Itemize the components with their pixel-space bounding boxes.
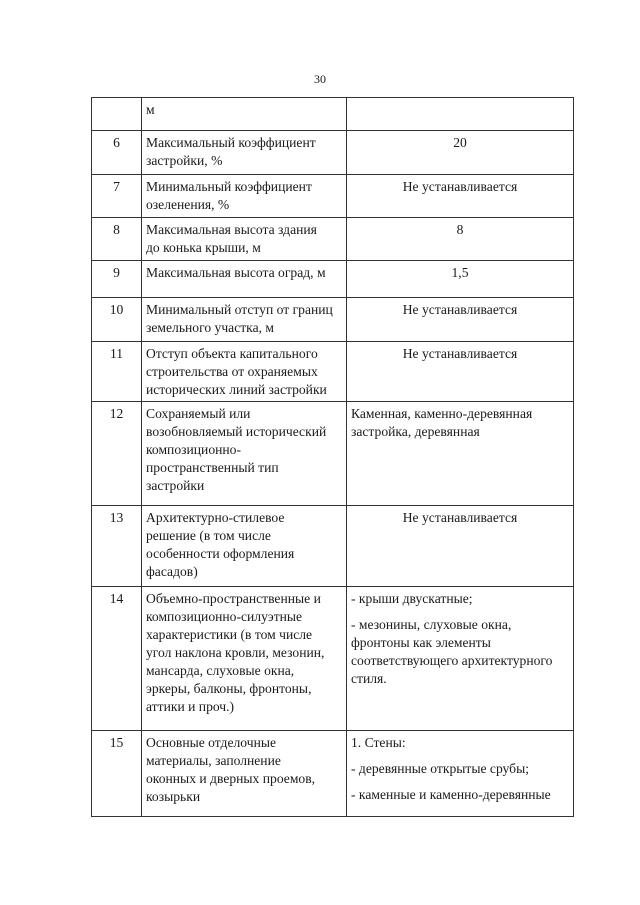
table-body — [92, 98, 574, 817]
value-text-line: - крыши двускатные; — [351, 591, 473, 606]
row-number: 12 — [109, 406, 124, 421]
parameter-text-line: решение (в том числе — [146, 528, 271, 543]
page-number: 30 — [314, 72, 326, 86]
parameter-text-line: застройки, % — [146, 153, 223, 168]
parameter-text-line: Максимальная высота здания — [146, 222, 317, 237]
value-cell — [347, 342, 574, 402]
row-number-cell — [92, 218, 142, 261]
row-number-cell — [92, 261, 142, 298]
value-cell — [347, 298, 574, 342]
value-text-line: Не устанавливается — [402, 302, 518, 317]
value-text-line: 20 — [453, 135, 467, 150]
value-text-line: фронтоны как элементы — [351, 635, 491, 650]
parameter-text-line: м — [146, 102, 155, 117]
parameter-text-line: возобновляемый исторический — [146, 424, 327, 439]
row-number-cell — [92, 342, 142, 402]
row-number: 11 — [109, 346, 124, 361]
parameter-cell — [142, 261, 347, 298]
parameter-text-line: характеристики (в том числе — [146, 627, 313, 642]
value-text-line: - каменные и каменно-деревянные — [351, 787, 551, 802]
parameter-text-line: Архитектурно-стилевое — [146, 510, 285, 525]
row-number-cell — [92, 402, 142, 506]
value-text-line: 1. Стены: — [351, 735, 406, 750]
row-number: 15 — [109, 735, 124, 750]
parameter-cell — [142, 131, 347, 175]
row-number: 10 — [109, 302, 124, 317]
value-cell — [347, 261, 574, 298]
parameter-text-line: Максимальная высота оград, м — [146, 265, 326, 280]
parameter-text-line: Объемно-пространственные и — [146, 591, 321, 606]
parameter-cell — [142, 175, 347, 218]
parameter-text-line: Основные отделочные — [146, 735, 277, 750]
parameter-cell — [142, 731, 347, 817]
parameter-text-line: аттики и проч.) — [146, 699, 235, 714]
parameter-cell — [142, 218, 347, 261]
table-row — [92, 218, 574, 261]
parameter-cell — [142, 98, 347, 131]
parameter-text-line: композиционно-силуэтные — [146, 609, 303, 624]
value-cell — [347, 175, 574, 218]
parameter-text-line: застройки — [146, 478, 205, 493]
value-cell — [347, 131, 574, 175]
parameter-text-line: фасадов) — [146, 564, 198, 579]
parameter-cell — [142, 342, 347, 402]
row-number: 13 — [109, 510, 124, 525]
parameter-text-line: Сохраняемый или — [146, 406, 251, 421]
value-cell — [347, 731, 574, 817]
regulations-table — [91, 97, 574, 817]
parameter-cell — [142, 587, 347, 731]
value-text-line: Не устанавливается — [402, 510, 518, 525]
parameter-cell — [142, 506, 347, 587]
parameter-cell — [142, 298, 347, 342]
value-cell — [347, 506, 574, 587]
parameter-text-line: материалы, заполнение — [146, 753, 281, 768]
row-number: 8 — [113, 222, 120, 237]
table-row — [92, 506, 574, 587]
value-cell — [347, 98, 574, 131]
parameter-text-line: оконных и дверных проемов, — [146, 771, 316, 786]
row-number-cell — [92, 131, 142, 175]
parameter-text-line: Минимальный коэффициент — [146, 179, 312, 194]
parameter-text-line: земельного участка, м — [146, 320, 274, 335]
value-text-line: 1,5 — [451, 265, 469, 280]
row-number: 6 — [113, 135, 120, 150]
value-cell — [347, 218, 574, 261]
parameter-text-line: мансарда, слуховые окна, — [146, 663, 295, 678]
parameter-text-line: козырьки — [146, 789, 201, 804]
table-row — [92, 731, 574, 817]
table-row — [92, 261, 574, 298]
parameter-text-line: эркеры, балконы, фронтоны, — [146, 681, 312, 696]
value-text-line: стиля. — [351, 671, 387, 686]
parameter-text-line: композиционно- — [146, 442, 241, 457]
parameter-text-line: Максимальный коэффициент — [146, 135, 316, 150]
parameter-text-line: исторических линий застройки — [146, 382, 327, 397]
parameter-text-line: особенности оформления — [146, 546, 295, 561]
table-row — [92, 402, 574, 506]
value-text-line: 8 — [456, 222, 464, 237]
value-cell — [347, 402, 574, 506]
value-text-line: соответствующего архитектурного — [351, 653, 553, 668]
table-row — [92, 342, 574, 402]
value-text-line: Не устанавливается — [402, 179, 518, 194]
row-number: 14 — [109, 591, 124, 606]
row-number: 9 — [113, 265, 120, 280]
parameter-text-line: пространственный тип — [146, 460, 279, 475]
parameter-text-line: озеленения, % — [146, 197, 230, 212]
parameter-cell — [142, 402, 347, 506]
row-number-cell — [92, 175, 142, 218]
value-text-line: Не устанавливается — [402, 346, 518, 361]
value-text-line: застройка, деревянная — [351, 424, 480, 439]
parameter-text-line: Минимальный отступ от границ — [146, 302, 333, 317]
row-number-cell — [92, 731, 142, 817]
parameter-text-line: до конька крыши, м — [146, 240, 261, 255]
row-number-cell — [92, 587, 142, 731]
value-text-line: - деревянные открытые срубы; — [351, 761, 530, 776]
table-row — [92, 98, 574, 131]
row-number: 7 — [113, 179, 120, 194]
table-row — [92, 587, 574, 731]
value-cell — [347, 587, 574, 731]
parameter-text-line: Отступ объекта капитального — [146, 346, 318, 361]
value-text-line: Каменная, каменно-деревянная — [351, 406, 533, 421]
row-number-cell — [92, 506, 142, 587]
row-number-cell — [92, 98, 142, 131]
table-row — [92, 131, 574, 175]
parameter-text-line: строительства от охраняемых — [146, 364, 318, 379]
parameter-text-line: угол наклона кровли, мезонин, — [146, 645, 325, 660]
row-number-cell — [92, 298, 142, 342]
table-row — [92, 175, 574, 218]
value-text-line: - мезонины, слуховые окна, — [351, 617, 512, 632]
table-row — [92, 298, 574, 342]
